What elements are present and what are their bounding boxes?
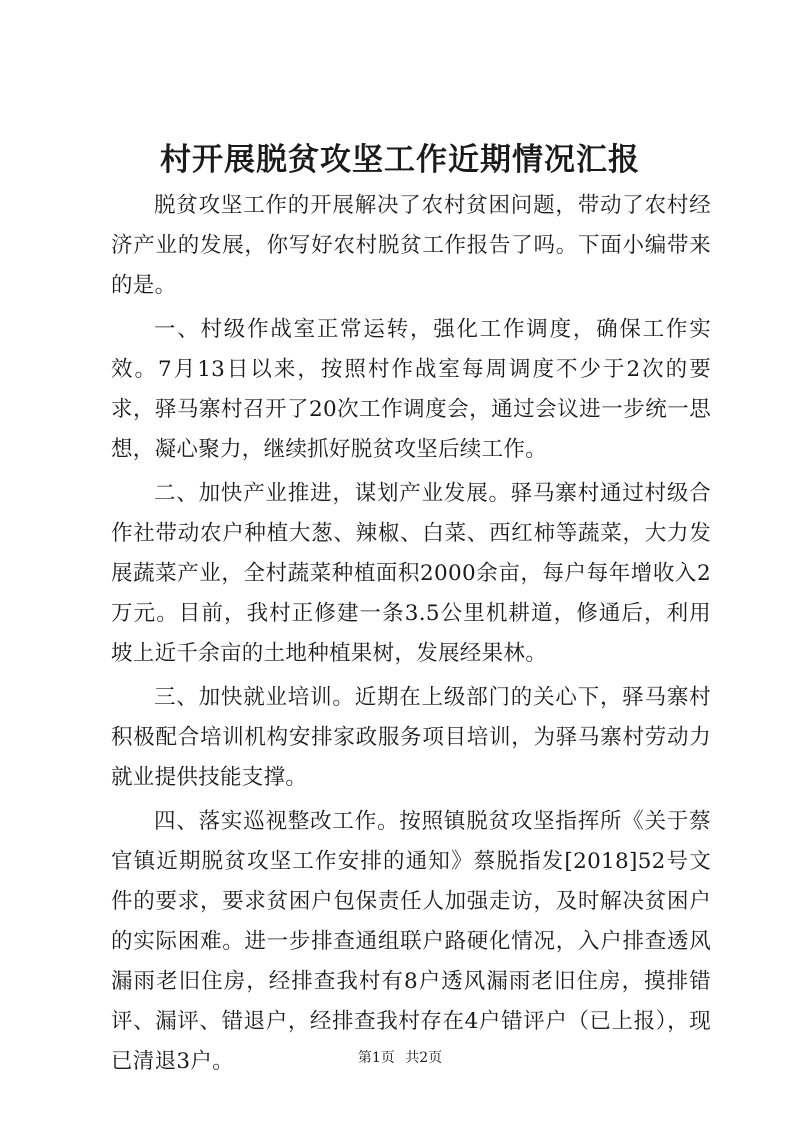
section-one-paragraph: 一、村级作战室正常运转，强化工作调度，确保工作实效。7月13日以来，按照村作战室每周调度不少于2次的要求，驿马寨村召开了20次工作调度会，通过会议进一步统一思想，凝心聚力，继续抓好脱贫攻坚后续工作。 [111, 317, 711, 462]
document-body [111, 186, 711, 1082]
page-footer [0, 1048, 800, 1068]
section-four-paragraph: 四、落实巡视整改工作。按照镇脱贫攻坚指挥所《关于蔡官镇近期脱贫攻坚工作安排的通知》蔡脱指发[2018]52号文件的要求，要求贫困户包保责任人加强走访，及时解决贫困户的实际困难。进一步排查通组联户路硬化情况，入户排查透风漏雨老旧住房，经排查我村有8户透风漏雨老旧住房，摸排错评、漏评、错退户，经排查我村存在4户错评户（已上报），现已清退3户。 [111, 809, 711, 1074]
intro-paragraph: 脱贫攻坚工作的开展解决了农村贫困问题，带动了农村经济产业的发展，你写好农村脱贫工作报告了吗。下面小编带来的是。 [111, 193, 711, 298]
page-total: 共2页 [405, 1050, 443, 1066]
section-two-paragraph: 二、加快产业推进，谋划产业发展。驿马寨村通过村级合作社带动农户种植大葱、辣椒、白菜、西红柿等蔬菜，大力发展蔬菜产业，全村蔬菜种植面积2000余亩，每户每年增收入2万元。目前，我村正修建一条3.5公里机耕道，修通后，利用坡上近千余亩的土地种植果树，发展经果林。 [111, 481, 711, 666]
page-number: 第1页 [357, 1050, 395, 1066]
section-three-paragraph: 三、加快就业培训。近期在上级部门的关心下，驿马寨村积极配合培训机构安排家政服务项目培训，为驿马寨村劳动力就业提供技能支撑。 [111, 685, 711, 790]
document-title: 村开展脱贫攻坚工作近期情况汇报 [160, 142, 640, 178]
